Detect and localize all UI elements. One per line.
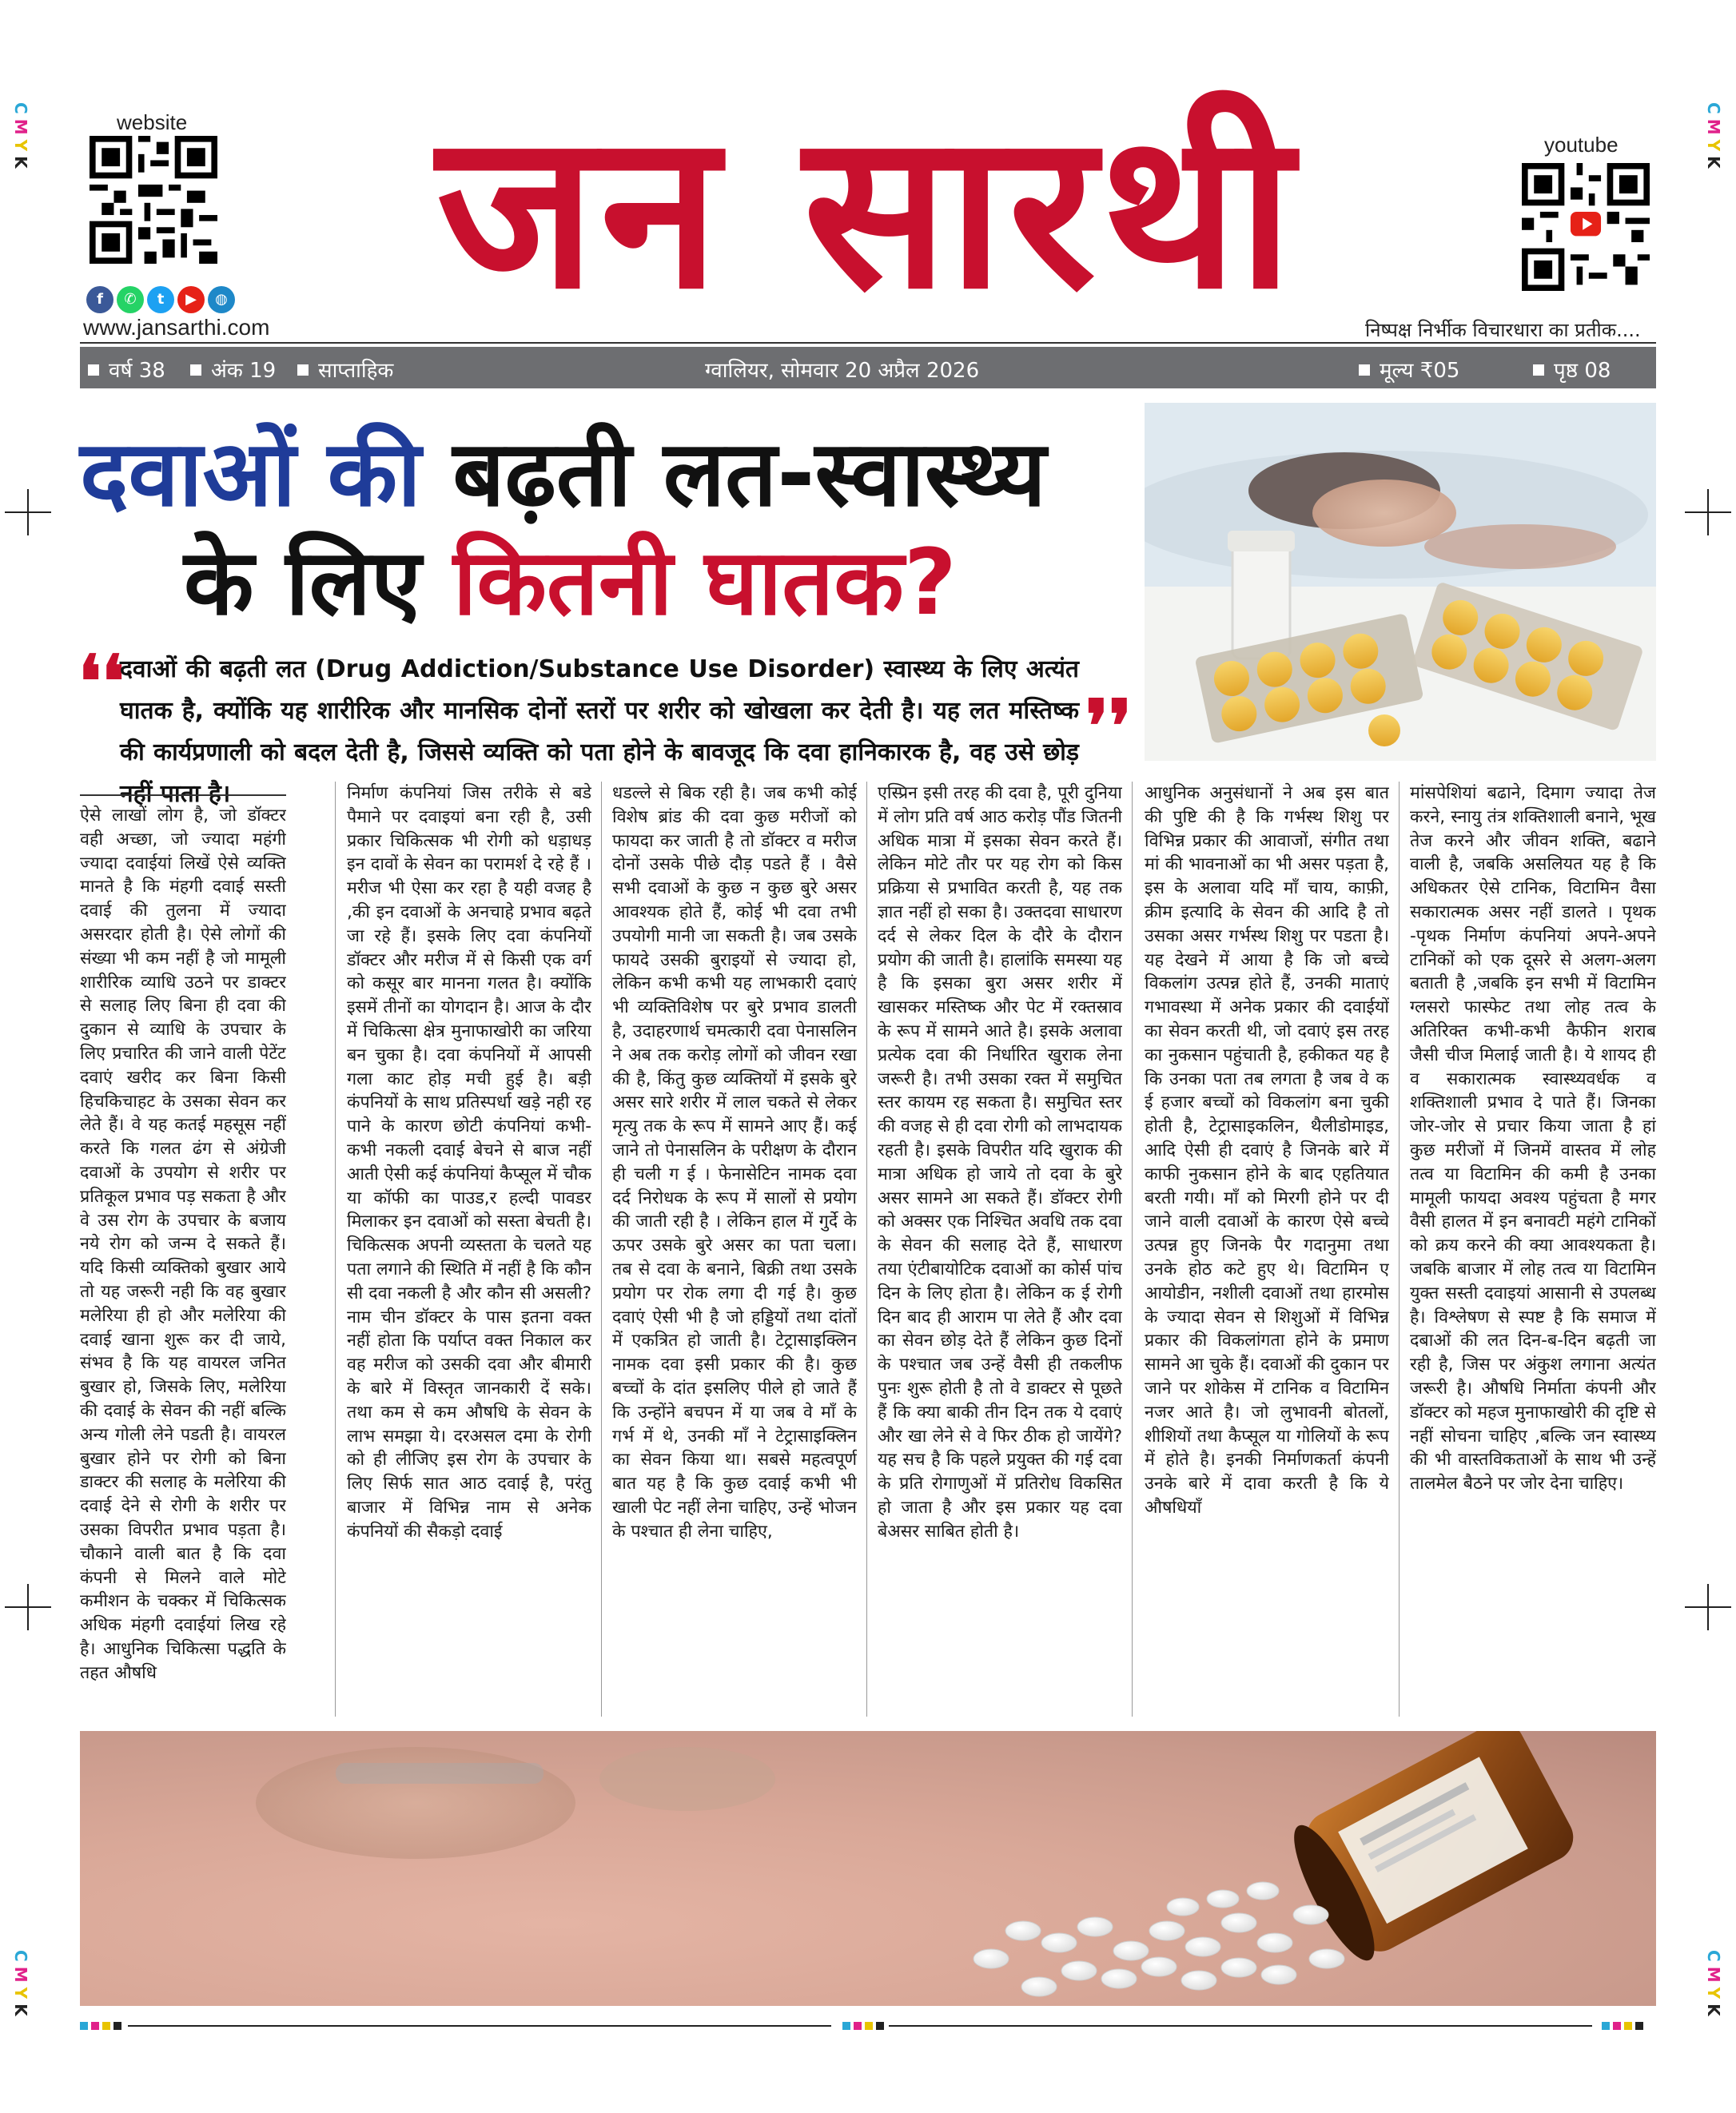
spilled-pills-photo [80, 1731, 1656, 2006]
crop-mark-left-bottom [5, 1584, 51, 1630]
youtube-icon[interactable]: ▶ [177, 286, 205, 313]
headline-line-2 [184, 531, 957, 635]
column-divider [335, 782, 336, 1717]
place-date: ग्वालियर, सोमवार 20 अप्रैल 2026 [705, 359, 980, 383]
headline-part-4: कितनी घातक? [452, 529, 957, 635]
newspaper-title: जन सारथी [436, 87, 1298, 336]
footer-rule [128, 2025, 831, 2027]
article-column-1 [80, 782, 286, 1715]
column-divider [601, 782, 602, 1717]
article-column-2 [347, 782, 591, 1715]
youtube-label: youtube [1544, 133, 1619, 157]
youtube-qr-code[interactable] [1522, 163, 1650, 291]
column-1-text: ऐसे लाखों लोग है, जो डॉक्टर वही अच्छा, जो ज्यादा महंगी ज्यादा दवाईयां लिखें ऐसे व्यक्ति मानते है कि मंहगी दवाई सस्ती दवाई की तुलना में ज्यादा असरदार होती है। ऐसे लोगों की संख्या भी कम नहीं है जो मामूली शारीरिक व्याधि उठने पर डाक्टर से सलाह लिए बिना ही दवा की दुकान से व्याधि के उपचार के लिए प्रचारित की जाने वाली पेटेंट दवाएं खरीद कर बिना किसी हिचकिचाहट के उसका सेवन कर लेते हैं। वे यह कतई महसूस नहीं करते कि गलत ढंग से अंग्रेजी दवाओं के उपयोग से शरीर पर प्रतिकूल प्रभाव पड़ सकता है और वे उस रोग के उपचार के बजाय नये रोग को जन्म दे सकते हैं। यदि किसी व्यक्तिको बुखार आये तो यह जरूरी नही कि वह बुखार मलेरिया ही हो और मलेरिया की दवाई खाना शुरू कर दी जाये, संभव है कि यह वायरल जनित बुखार हो, जिसके लिए, मलेरिया की दवाई के सेवन की नहीं बल्कि अन्य गोली लेने पडती है। वायरल बुखार होने पर रोगी को बिना डाक्टर की सलाह के मलेरिया की दवाई देने से रोगी के शरीर पर उसका विपरीत प्रभाव पड़ता है। चौकाने वाली बात है कि दवा कंपनी से मिलने वाले मोटे कमीशन के चक्कर में चिकित्सक अधिक मंहगी दवाईयां लिख रहे है। आधुनिक चिकित्सा पद्धति के तहत औषधि [80, 806, 286, 1683]
column-divider [1132, 782, 1133, 1717]
column-3-text: धडल्ले से बिक रही है। जब कभी कोई विशेष ब्रांड की दवा कुछ मरीजों को फायदा कर जाती है तो डॉक्टर व मरीज दोनों उसके पीछे दौड़ पडते हैं । वैसे सभी दवाओं के कुछ न कुछ बुरे असर आवश्यक होते हैं, कोई भी दवा तभी उपयोगी मानी जा सकती है। जब उसके फायदे उसकी बुराइयों से ज्यादा हो, लेकिन कभी कभी यह लाभकारी दवाएं भी व्यक्तिविशेष पर बुरे प्रभाव डालती है, उदाहरणार्थ चमत्कारी दवा पेनासलिन ने अब तक करोड़ लोगों को जीवन रखा की है, किंतु कुछ व्यक्तियों में इसके बुरे असर सारे शरीर में लाल चकते से लेकर मृत्यु तक के रूप में सामने आए हैं। कई जाने तो पेनासलिन के परीक्षण के दौरान ही चली ग ई । फेनासेटिन नामक दवा दर्द निरोधक के रूप में सालों से प्रयोग की जाती रही है । लेकिन हाल में गुर्दे के ऊपर उसके बुरे असर का पता चला। तब से दवा के बनाने, बिक्री तथा उसके प्रयोग पर रोक लगा दी गई है। कुछ दवाएं ऐसी भी है जो हड्डियों तथा दांतों में एकत्रित हो जाती है। टेट्रासाइक्लिन नामक दवा इसी प्रकार की है। कुछ बच्चों के दांत इसलिए पीले हो जाते हैं कि उन्होंने बचपन में या जब वे माँ के गर्भ में थे, उनकी माँ ने टेट्रासाइक्लिन का सेवन किया था। सबसे महत्वपूर्ण बात यह है कि कुछ दवाई कभी भी खाली पेट नहीं लेना चाहिए, उन्हें भोजन के पश्चात ही लेना चाहिए, [612, 783, 857, 1542]
article-column-3 [612, 782, 857, 1715]
twitter-icon[interactable]: t [147, 286, 174, 313]
headline-part-1: दवाओं की [80, 420, 421, 527]
page-count: पृष्ठ 08 [1533, 355, 1611, 384]
cmyk-mark-bottom-left: CMYK [11, 1950, 30, 2021]
color-registration-dots [842, 2022, 884, 2030]
column-divider [866, 782, 867, 1717]
column-5-text: आधुनिक अनुसंधानों ने अब इस बात की पुष्टि की है कि गर्भस्थ शिशु पर विभिन्न प्रकार की आवाजों, संगीत तथा मां की भावनाओं का भी असर पड़ता है, इस के अलावा यदि माँ चाय, काफ़ी, क्रीम इत्यादि के सेवन की आदि है तो उसका असर गर्भस्थ शिशु पर पडता है। यह देखने में आया है कि जो बच्चे विकलांग उत्पन्न होते हैं, उनकी माताएं गभावस्था में अनेक प्रकार की दवाईयों का सेवन करती थी, जो दवाएं इस तरह का नुकसान पहुंचाती है, हकीकत यह है कि उनका पता तब लगता है जब वे क ई हजार बच्चों को विकलांग बना चुकी होती है, टेट्रासाइकलिन, थैलीडोमाइड, आदि ऐसी ही दवाएं है जिनके बारे में काफी नुकसान होने के बाद एहतियात बरती गयी। माँ को मिरगी होने पर दी जाने वाली दवाओं के कारण ऐसे बच्चे उत्पन्न हुए जिनके पैर गदानुमा तथा उनके होठ कटे हुए थे। विटामिन ए आयोडीन, नशीली दवाओं तथा हारमोस के ज्यादा सेवन से शिशुओं में विभिन्न प्रकार की विकलांगता होने के प्रमाण सामने आ चुके हैं। दवाओं की दुकान पर जाने पर शोकेस में टानिक व विटामिन नजर आते है। जो लुभावनी बोतलों, शीशियों तथा कैप्सूल या गोलियों के रूप में होते है। इनकी निर्माणकर्ता कंपनी उनके बारे में दावा करती है कि ये औषधियाँ [1145, 783, 1389, 1518]
edition-info-bar [80, 347, 1656, 388]
price: मूल्य ₹05 [1359, 355, 1459, 384]
crop-mark-right-bottom [1685, 1584, 1731, 1630]
issue: अंक 19 [190, 355, 276, 384]
crop-mark-right-top [1685, 489, 1731, 535]
close-quote-icon: ❜❜ [1085, 684, 1133, 769]
color-registration-dots [1602, 2022, 1643, 2030]
color-registration-dots [80, 2022, 121, 2030]
column-2-text: निर्माण कंपनियां जिस तरीके से बडे पैमाने पर दवाइयां बना रही है, उसी प्रकार चिकित्सक भी रोगी को धड़ाधड़ इन दावों के सेवन का परामर्श दे रहे हैं । मरीज भी ऐसा कर रहा है यही वजह है ,की इन दवाओं के अनचाहे प्रभाव बढ़ते जा रहे हैं। इसके लिए दवा कंपनियों डॉक्टर और मरीज में से किसी एक वर्ग को कसूर बार मानना गलत है। क्योंकि इसमें तीनों का योगदान है। आज के दौर में चिकित्सा क्षेत्र मुनाफाखोरी का जरिया बन चुका है। दवा कंपनियों में आपसी गला काट होड़ मची हुई है। बड़ी कंपनियों के साथ प्रतिस्पर्धा खड़े नही रह पाने के कारण छोटी कंपनियां कभी-कभी नकली दवाई बेचने से बाज नहीं आती ऐसी कई कंपनियां कैप्सूल में चौक या कॉफी का पाउड,र हल्दी पावडर मिलाकर इन दवाओं को सस्ता बेचती है। चिकित्सक अपनी व्यस्तता के चलते यह पता लगाने की स्थिति में नहीं है कि कौन सी दवा नकली है और कौन सी असली? नाम चीन डॉक्टर के पास इतना वक्त नहीं होता कि पर्याप्त वक्त निकाल कर वह मरीज को उसकी दवा और बीमारी के बारे में विस्तृत जानकारी दें सके। तथा कम से कम औषधि के सेवन के लाभ समझा ये। दरअसल दमा के रोगी को ही लीजिए इस रोग के उपचार के लिए सिर्फ सात आठ दवाई है, परंतु बाजार में विभिन्न नाम से अनेक कंपनियों की सैकड़ो दवाई [347, 783, 591, 1542]
tagline: निष्पक्ष निर्भीक विचारधारा का प्रतीक.... [1365, 319, 1641, 341]
headline-part-3: के लिए [184, 529, 422, 635]
volume: वर्ष 38 [88, 355, 165, 384]
headline-line-1 [80, 422, 1046, 526]
article-column-5 [1145, 782, 1389, 1715]
frequency: साप्ताहिक [297, 355, 393, 384]
social-icons [86, 286, 235, 313]
cmyk-mark-bottom-right: CMYK [1704, 1950, 1723, 2021]
sleeping-woman-pills-photo [1145, 403, 1656, 761]
footer-rule [889, 2025, 1592, 2027]
crop-mark-left-top [5, 489, 51, 535]
column-divider [1399, 782, 1400, 1717]
headline-part-2: बढ़ती लत-स्वास्थ्य [452, 420, 1046, 527]
website-label: website [117, 110, 188, 134]
cmyk-mark-top-right: CMYK [1704, 102, 1723, 173]
column-6-text: मांसपेशियां बढाने, दिमाग ज्यादा तेज करने, स्नायु तंत्र शक्तिशाली बनाने, भूख तेज करने और जीवन शक्ति, बढाने वाली है, जबकि असलियत यह है कि अधिकतर ऐसे टानिक, विटामिन वैसा सकारात्मक असर नहीं डालते । पृथक -पृथक निर्माण कंपनियां अपने-अपने टानिकों को एक दूसरे से अलग-अलग बताती है ,जबकि इन सभी में विटामिन ग्लसरो फास्फेट तथा लोह तत्व के अतिरिक्त कभी-कभी कैफीन शराब जैसी चीज मिलाई जाती है। ये शायद ही व सकारात्मक स्वास्थ्यवर्धक व शक्तिशाली प्रभाव दे पाते हैं। जिनका जोर-जोर से प्रचार किया जाता है हां कुछ मरीजों में जिनमें वास्तव में लोह तत्व या विटामिन की कमी है उनका मामूली फायदा अवश्य पहुंचता है मगर वैसी हालत में इन बनावटी महंगे टानिकों को क्रय करने की क्या आवश्यकता है। जबकि बाजार में लोह तत्व या विटामिन युक्त सस्ती दवाइयां आसानी से उपलब्ध है। विश्लेषण से स्पष्ट है कि समाज में दबाओं की लत दिन-ब-दिन बढ़ती जा रही है, जिस पर अंकुश लगाना अत्यंत जरूरी है। औषधि निर्माता कंपनी और डॉक्टर को महज मुनाफाखोरी की दृष्टि से नहीं सोचना चाहिए ,बल्कि जन स्वास्थ्य की भी वास्तविकताओं के साथ भी उन्हें तालमेल बैठने पर जोर देना चाहिए। [1410, 783, 1656, 1494]
open-quote-icon: ❛❛ [78, 639, 125, 724]
article-column-6 [1410, 782, 1656, 1715]
whatsapp-icon[interactable]: ✆ [117, 286, 144, 313]
byline-placeholder [80, 782, 286, 796]
masthead-rule [80, 342, 1656, 344]
site-url[interactable]: www.jansarthi.com [83, 315, 270, 340]
globe-icon[interactable]: ◍ [208, 286, 235, 313]
facebook-icon[interactable]: f [86, 286, 113, 313]
cmyk-mark-top-left: CMYK [11, 102, 30, 173]
standfirst: दवाओं की बढ़ती लत (Drug Addiction/Substance Use Disorder) स्वास्थ्य के लिए अत्यंत घातक है, क्योंकि यह शारीरिक और मानसिक दोनों स्तरों पर शरीर को खोखला कर देती है। यह लत मस्तिष्क की कार्यप्रणाली को बदल देती है, जिससे व्यक्ति को पता होने के बावजूद कि दवा हानिकारक है, वह उसे छोड़ नहीं पाता है। [120, 655, 1079, 808]
website-qr-code[interactable] [90, 136, 217, 264]
column-4-text: एस्प्रिन इसी तरह की दवा है, पूरी दुनिया में लोग प्रति वर्ष आठ करोड़ पौंड जितनी अधिक मात्रा में इसका सेवन करते हैं। लेकिन मोटे तौर पर यह रोग को किस प्रक्रिया से प्रभावित करती है, यह तक ज्ञात नहीं हो सका है। उक्तदवा साधारण दर्द से लेकर दिल के दौरे के दौरान प्रयोग की जाती है। हालांकि समस्या यह है कि इसका बुरा असर शरीर में खासकर मस्तिष्क और पेट में रक्तस्राव के रूप में सामने आते है। इसके अलावा प्रत्येक दवा की निर्धारित खुराक लेना जरूरी है। तभी उसका रक्त में समुचित स्तर कायम रह सकता है। समुचित स्तर की वजह से ही दवा रोगी को लाभदायक रहती है। इसके विपरीत यदि खुराक की मात्रा अधिक हो जाये तो दवा के बुरे असर सामने आ सकते हैं। डॉक्टर रोगी को अक्सर एक निश्चित अवधि तक दवा के सेवन की सलाह देते हैं, साधारण तया एंटीबायोटिक दवाओं का कोर्स पांच दिन के लिए होता है। लेकिन क ई रोगी दिन बाद ही आराम पा लेते हैं और दवा का सेवन छोड़ देते हैं लेकिन कुछ दिनों के पश्चात जब उन्हें वैसी ही तकलीफ पुनः शुरू होती है तो वे डाक्टर से पूछते हैं कि क्या बाकी तीन दिन तक ये दवाएं और खा लेने से वे फिर ठीक हो जायेंगे? यह सच है कि पहले प्रयुक्त की गई दवा के प्रति रोगाणुओं में प्रतिरोध विकसित हो जाता है और इस प्रकार यह दवा बेअसर साबित होती है। [878, 783, 1122, 1542]
article-column-4 [878, 782, 1122, 1715]
